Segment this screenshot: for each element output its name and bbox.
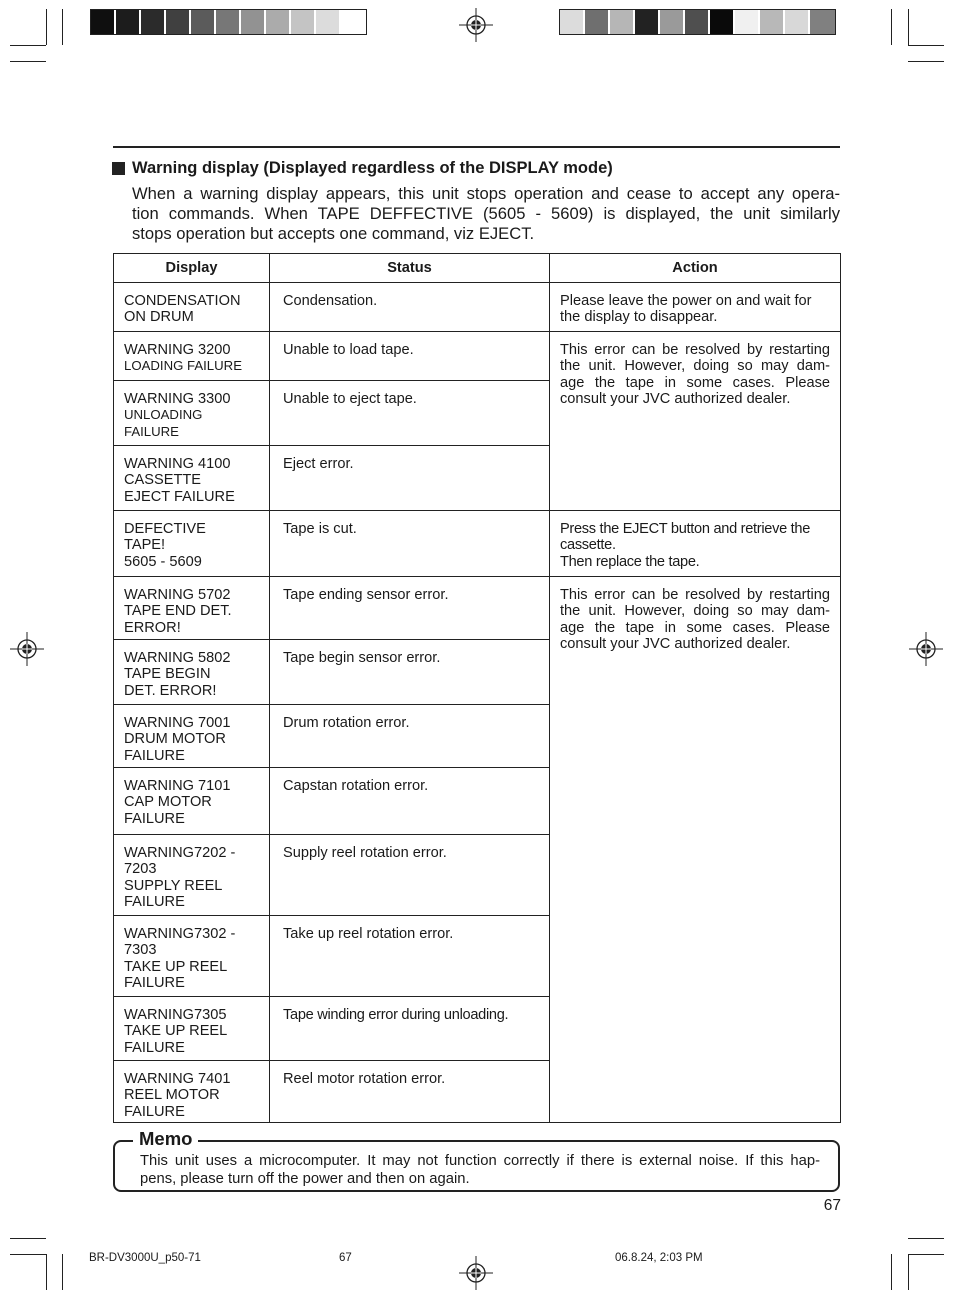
action-cell — [550, 332, 841, 511]
color-swatch — [685, 10, 710, 34]
color-swatch — [166, 10, 191, 34]
action-text: age the tape in some cases. Please — [560, 374, 830, 391]
color-swatch — [116, 10, 141, 34]
status-cell: Tape is cut. — [270, 511, 550, 577]
color-swatch — [585, 10, 610, 34]
memo-title: Memo — [133, 1128, 198, 1150]
display-text: WARNING7202 - — [124, 845, 236, 861]
footer-page: 67 — [339, 1252, 352, 1264]
display-text: WARNING 7001 — [124, 715, 231, 731]
display-text: DET. ERROR! — [124, 682, 217, 699]
registration-mark-icon — [459, 1256, 493, 1290]
display-cell — [114, 916, 270, 997]
display-text: FAILURE — [124, 423, 179, 439]
display-cell — [114, 577, 270, 640]
crop-mark — [10, 1254, 46, 1255]
intro-line: When a warning display appears, this unit stops operation and cease to accept any opera- — [132, 184, 840, 203]
column-header-action: Action — [550, 254, 841, 283]
color-swatch — [266, 10, 291, 34]
crop-mark — [908, 61, 944, 62]
display-text: EJECT FAILURE — [124, 488, 235, 505]
display-text: ON DRUM — [124, 309, 194, 326]
display-text: WARNING7302 - — [124, 926, 236, 942]
section-heading-text: Warning display (Displayed regardless of the DISPLAY mode) — [132, 159, 613, 177]
display-text: WARNING 3200 — [124, 342, 231, 358]
status-cell: Drum rotation error. — [270, 705, 550, 768]
status-cell: Tape winding error during unloading. — [270, 997, 550, 1061]
display-text: DRUM MOTOR — [124, 731, 226, 748]
color-swatch — [635, 10, 660, 34]
crop-mark — [46, 9, 47, 45]
color-swatch — [735, 10, 760, 34]
registration-mark-icon — [10, 632, 44, 666]
table-row — [114, 283, 841, 332]
color-swatch — [191, 10, 216, 34]
registration-mark-icon — [909, 632, 943, 666]
display-cell — [114, 705, 270, 768]
color-swatch — [216, 10, 241, 34]
color-swatch — [91, 10, 116, 34]
column-header-status: Status — [270, 254, 550, 283]
display-text: WARNING 5802 — [124, 650, 231, 666]
display-text: WARNING 5702 — [124, 587, 231, 603]
crop-mark — [62, 1254, 63, 1290]
display-text: FAILURE — [124, 974, 185, 991]
display-text: FAILURE — [124, 810, 185, 827]
status-cell: Capstan rotation error. — [270, 768, 550, 835]
display-text: LOADING FAILURE — [124, 358, 242, 374]
display-cell — [114, 381, 270, 446]
display-cell — [114, 768, 270, 835]
display-text: REEL MOTOR — [124, 1087, 220, 1104]
crop-mark — [908, 1238, 944, 1239]
display-text: FAILURE — [124, 1039, 185, 1056]
display-text: WARNING 4100 — [124, 456, 231, 472]
status-cell: Unable to eject tape. — [270, 381, 550, 446]
action-text: cassette. — [560, 537, 616, 554]
display-text: TAPE END DET. — [124, 603, 232, 620]
status-cell: Tape begin sensor error. — [270, 640, 550, 705]
display-text: TAPE BEGIN — [124, 666, 211, 683]
display-cell — [114, 835, 270, 916]
color-bar-left — [90, 9, 367, 35]
color-swatch — [316, 10, 341, 34]
action-cell — [550, 511, 841, 577]
color-swatch — [710, 10, 735, 34]
action-text: the display to disappear. — [560, 309, 718, 326]
display-text: 5605 - 5609 — [124, 553, 202, 570]
crop-mark — [908, 9, 909, 45]
display-cell — [114, 283, 270, 332]
action-text: This error can be resolved by restarting — [560, 342, 830, 358]
color-swatch — [810, 10, 835, 34]
display-text: ERROR! — [124, 619, 181, 636]
display-text: WARNING 7401 — [124, 1071, 231, 1087]
action-text: the unit. However, doing so may dam- — [560, 603, 830, 620]
crop-mark — [908, 1254, 909, 1290]
display-text: FAILURE — [124, 893, 185, 910]
action-cell — [550, 577, 841, 1123]
table-row — [114, 577, 841, 640]
display-text: UNLOADING — [124, 407, 203, 423]
crop-mark — [891, 1254, 892, 1290]
action-text: age the tape in some cases. Please — [560, 619, 830, 636]
color-swatch — [785, 10, 810, 34]
crop-mark — [891, 9, 892, 45]
warning-table — [113, 253, 841, 1123]
display-text: TAPE! — [124, 537, 166, 554]
color-swatch — [341, 10, 366, 34]
display-text: TAKE UP REEL — [124, 958, 228, 975]
crop-mark — [908, 1254, 944, 1255]
display-text: CASSETTE — [124, 472, 202, 489]
status-cell: Supply reel rotation error. — [270, 835, 550, 916]
display-text: DEFECTIVE — [124, 521, 206, 537]
action-text: consult your JVC authorized dealer. — [560, 635, 791, 652]
page-number: 67 — [823, 1197, 841, 1214]
display-cell — [114, 1061, 270, 1123]
color-swatch — [291, 10, 316, 34]
footer-timestamp: 06.8.24, 2:03 PM — [615, 1252, 703, 1264]
action-text: the unit. However, doing so may dam- — [560, 358, 830, 375]
action-cell — [550, 283, 841, 332]
intro-line: tion commands. When TAPE DEFFECTIVE (5605 - 5609) is displayed, the unit similarly — [132, 204, 840, 223]
color-swatch — [760, 10, 785, 34]
status-cell: Reel motor rotation error. — [270, 1061, 550, 1123]
display-cell — [114, 446, 270, 511]
color-swatch — [241, 10, 266, 34]
action-text: Press the EJECT button and retrieve the — [560, 521, 811, 537]
display-text: TAKE UP REEL — [124, 1023, 228, 1040]
color-swatch — [141, 10, 166, 34]
display-text: FAILURE — [124, 747, 185, 764]
display-cell — [114, 511, 270, 577]
display-text: FAILURE — [124, 1103, 185, 1120]
color-swatch — [660, 10, 685, 34]
table-row — [114, 332, 841, 381]
column-header-display: Display — [114, 254, 270, 283]
crop-mark — [10, 45, 46, 46]
display-cell — [114, 997, 270, 1061]
registration-mark-icon — [459, 8, 493, 42]
memo-line: This unit uses a microcomputer. It may not function correctly if there is external noise. If this hap- — [140, 1153, 820, 1169]
display-text: 7303 — [124, 942, 157, 959]
status-cell: Tape ending sensor error. — [270, 577, 550, 640]
display-text: CONDENSATION — [124, 293, 241, 309]
display-cell — [114, 640, 270, 705]
status-cell: Condensation. — [270, 283, 550, 332]
action-text: Please leave the power on and wait for — [560, 293, 812, 309]
memo-text — [140, 1152, 820, 1188]
display-text: WARNING7305 — [124, 1007, 227, 1023]
color-bar-right — [559, 9, 836, 35]
crop-mark — [46, 1254, 47, 1290]
section-heading — [112, 159, 613, 178]
table-header-row — [114, 254, 841, 283]
crop-mark — [10, 61, 46, 62]
intro-line: stops operation but accepts one command, viz EJECT. — [132, 224, 535, 243]
display-text: WARNING 7101 — [124, 778, 231, 794]
display-text: WARNING 3300 — [124, 391, 231, 407]
status-cell: Unable to load tape. — [270, 332, 550, 381]
action-text: consult your JVC authorized dealer. — [560, 390, 791, 407]
crop-mark — [10, 1238, 46, 1239]
intro-paragraph — [132, 184, 840, 244]
display-text: CAP MOTOR — [124, 794, 212, 811]
action-text: Then replace the tape. — [560, 553, 700, 570]
square-bullet-icon — [112, 162, 125, 175]
crop-mark — [62, 9, 63, 45]
header-rule — [113, 146, 840, 148]
status-cell: Eject error. — [270, 446, 550, 511]
footer-filename: BR-DV3000U_p50-71 — [89, 1252, 201, 1264]
crop-mark — [908, 45, 944, 46]
color-swatch — [610, 10, 635, 34]
table-row — [114, 511, 841, 577]
action-text: This error can be resolved by restarting — [560, 587, 830, 603]
display-text: SUPPLY REEL — [124, 877, 223, 894]
memo-line: pens, please turn off the power and then on again. — [140, 1171, 470, 1187]
status-cell: Take up reel rotation error. — [270, 916, 550, 997]
display-text: 7203 — [124, 861, 157, 878]
color-swatch — [560, 10, 585, 34]
display-cell — [114, 332, 270, 381]
